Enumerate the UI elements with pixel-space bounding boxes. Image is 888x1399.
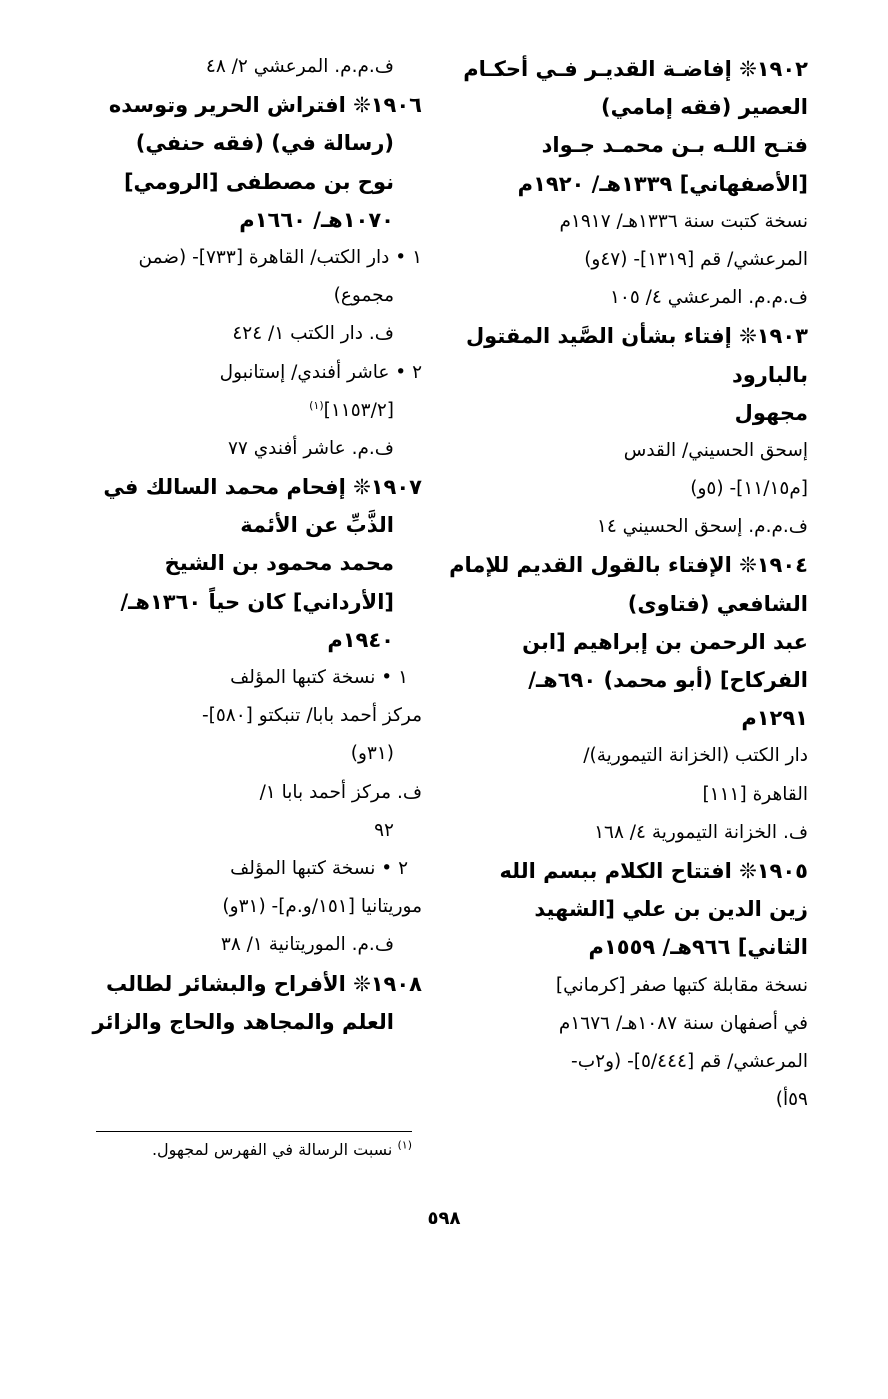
entry-1905-location: المرعشي/ قم [٥/٤٤٤]- (و٢ب- [571,1050,808,1072]
entry-1902-location: المرعشي/ قم [١٣١٩]- (٤٧و) [584,248,808,270]
page-number: ٥٩٨ [427,1208,461,1229]
entry-1904-author-cont: الفركاح] (أبو محمد) ٦٩٠هـ/ [528,668,808,692]
footnote [96,1137,412,1163]
entry-1907-copy-1-folios: (٣١و) [350,743,394,765]
footnote-divider [96,1131,412,1132]
shelfmark-text: [١١٥٣/٢] [323,399,394,421]
entry-1906-copy-2-catalog-ref: ف.م. عاشر أفندي ٧٧ [227,437,394,459]
entry-1907-copy-1-catalog-ref: ف. مركز أحمد بابا ١/ [259,781,422,803]
entry-1907-copy-1: ١ • نسخة كتبها المؤلف [230,667,408,688]
right-column [449,50,808,1119]
entry-1902-dates: [الأصفهاني] ١٣٣٩هـ/ ١٩٢٠م [517,171,808,196]
entry-1903-location: إسحق الحسيني/ القدس [623,439,808,461]
left-column [78,48,422,1041]
entry-1902-title: ١٩٠٢❊ إفاضـة القديـر فـي أحكـام [463,57,808,81]
entry-1902-subject: العصير (فقه إمامي) [600,95,808,120]
entry-1904-title: ١٩٠٤❊ الإفتاء بالقول القديم للإمام [449,553,808,578]
entry-1905-copy-note-cont: في أصفهان سنة ١٠٨٧هـ/ ١٦٧٦م [558,1012,808,1034]
entry-1907-copy-1-location: مركز أحمد بابا/ تنبكتو [٥٨٠]- [201,705,422,727]
entry-1907-author: محمد محمود بن الشيخ [164,551,394,576]
footnote-ref-marker: (١) [309,398,324,412]
entry-1907-title-cont: الذَّبِّ عن الأئمة [240,513,394,538]
entry-1903-author: مجهول [734,400,808,425]
footnote-text: نسبت الرسالة في الفهرس لمجهول. [151,1140,393,1159]
entry-1907-author-cont: [الأرداني] كان حياً ١٣٦٠هـ/ [120,589,394,614]
entry-1903-catalog-ref: ف.م.م. إسحق الحسيني ١٤ [596,516,808,538]
entry-1906-copy-1-cont: مجموع) [333,285,394,307]
entry-1905-title: ١٩٠٥❊ افتتاح الكلام ببسم الله [499,858,808,883]
entry-1906-copy-2-shelfmark [78,392,422,430]
entry-1906-copy-1-catalog-ref: ف. دار الكتب ١/ ٤٢٤ [232,323,394,345]
entry-1906-author: نوح بن مصطفى [الرومي] [123,169,394,194]
entry-1906-title: ١٩٠٦❊ افتراش الحرير وتوسده [108,93,422,118]
entry-1902-catalog-ref: ف.م.م. المرعشي ٤/ ١٠٥ [609,287,808,309]
entry-1902-copy-note: نسخة كتبت سنة ١٣٣٦هـ/ ١٩١٧م [559,210,808,232]
entry-1906-copy-1: ١ • دار الكتب/ القاهرة [٧٣٣]- (ضمن [138,246,422,268]
entry-1908-title: ١٩٠٨❊ الأفراح والبشائر لطالب [105,971,422,996]
footnote-marker: (١) [397,1138,412,1152]
entry-1904-catalog-ref: ف. الخزانة التيمورية ٤/ ١٦٨ [594,821,808,843]
entry-1906-dates: ١٠٧٠هـ/ ١٦٦٠م [239,207,394,232]
entry-1905-author: زين الدين بن علي [الشهيد [534,897,808,922]
entry-1907-copy-2: ٢ • نسخة كتبها المؤلف [230,857,408,879]
entry-1905-catalog-ref: ف.م.م. المرعشي ٢/ ٤٨ [205,56,394,77]
entry-1902-author: فتـح اللـه بـن محمـد جـواد [541,133,808,158]
entry-1905-folios: ٥٩أ) [775,1089,808,1111]
entry-1903-title-cont: بالبارود [731,362,808,387]
entry-1905-dates: الثاني] ٩٦٦هـ/ ١٥٥٩م [588,935,808,960]
entry-1908-title-cont: العلم والمجاهد والحاج والزائر [92,1009,394,1034]
entry-1906-subject: (رسالة في) (فقه حنفي) [135,131,394,156]
entry-1904-dates: ١٢٩١م [741,706,808,731]
entry-1903-shelfmark: [م١١/١٥]- (٥و) [690,478,808,500]
entry-1904-location: دار الكتب (الخزانة التيمورية)/ [583,745,808,767]
entry-1904-author: عبد الرحمن بن إبراهيم [ابن [522,629,808,654]
entry-1907-copy-1-catalog-ref-cont: ٩٢ [374,819,394,841]
entry-1904-subject: الشافعي (فتاوى) [627,591,808,616]
entry-1907-title: ١٩٠٧❊ إفحام محمد السالك في [103,475,422,500]
entry-1903-title: ١٩٠٣❊ إفتاء بشأن الصَّيد المقتول [465,324,808,349]
entry-1905-copy-note: نسخة مقابلة كتبها صفر [كرماني] [555,974,808,996]
entry-1907-copy-2-location: موريتانيا [١٥١/و.م]- (٣١و) [222,896,422,918]
entry-1907-copy-2-catalog-ref: ف.م. الموريتانية ١/ ٣٨ [220,934,394,956]
entry-1907-dates: ١٩٤٠م [327,627,394,652]
entry-1906-copy-2: ٢ • عاشر أفندي/ إستانبول [219,361,422,383]
entry-1904-shelfmark: القاهرة [١١١] [702,783,808,805]
